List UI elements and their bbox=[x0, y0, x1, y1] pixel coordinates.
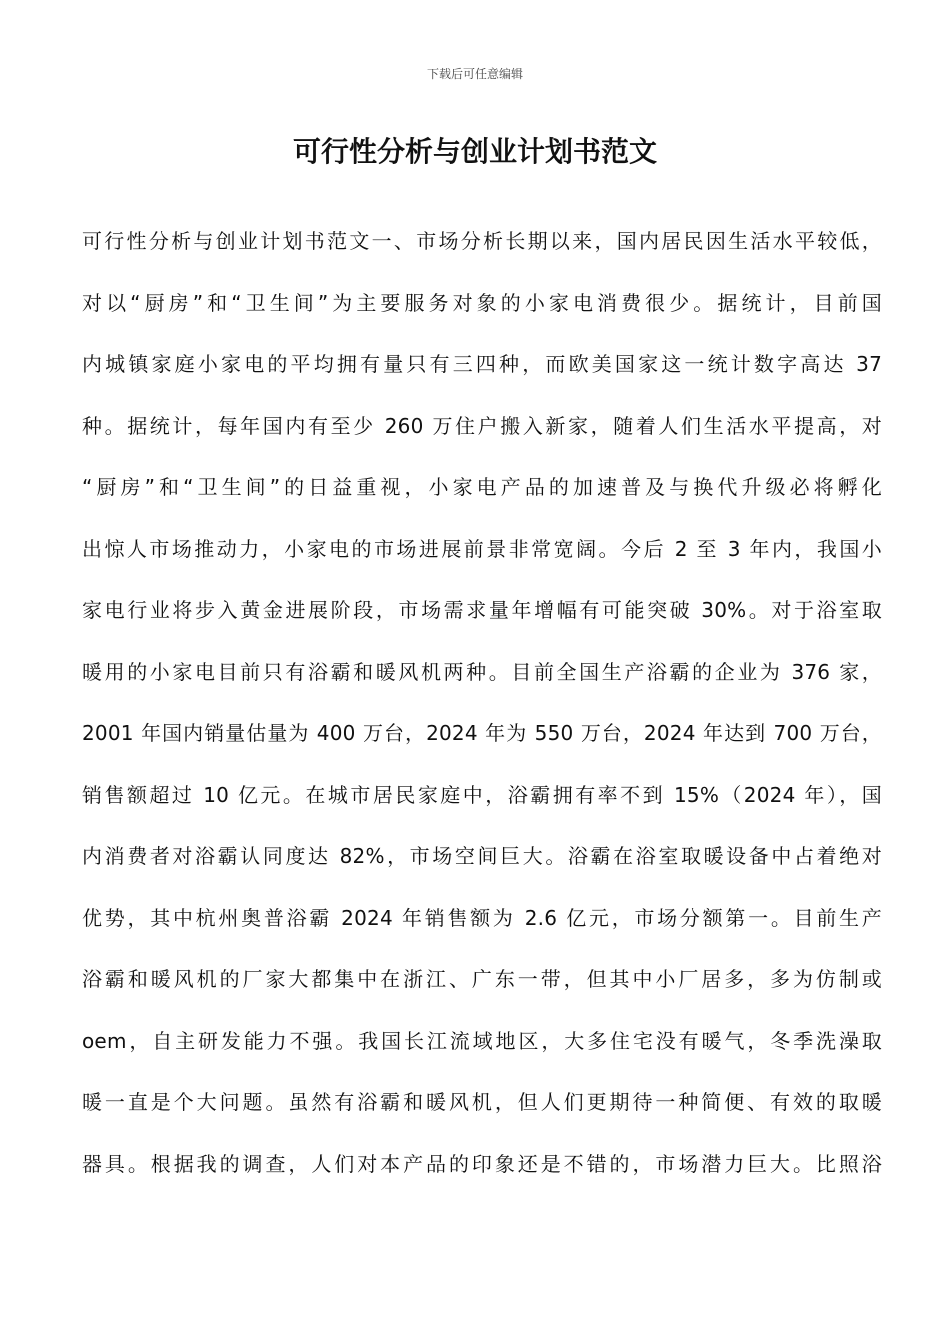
text-line: 优势，其中杭州奥普浴霸 2024 年销售额为 2.6 亿元，市场分额第一。目前生产 bbox=[82, 905, 882, 930]
text-line: 出惊人市场推动力，小家电的市场进展前景非常宽阔。今后 2 至 3 年内，我国小 bbox=[82, 536, 882, 561]
body-text bbox=[82, 218, 882, 1202]
text-line: 可行性分析与创业计划书范文一、市场分析长期以来，国内居民因生活水平较低， bbox=[82, 229, 882, 253]
text-line: oem，自主研发能力不强。我国长江流域地区，大多住宅没有暖气，冬季洗澡取 bbox=[82, 1028, 882, 1053]
text-line: 暖用的小家电目前只有浴霸和暖风机两种。目前全国生产浴霸的企业为 376 家， bbox=[82, 659, 882, 684]
text-line: 对以“厨房”和“卫生间”为主要服务对象的小家电消费很少。据统计，目前国 bbox=[82, 290, 882, 315]
text-line: 内消费者对浴霸认同度达 82%，市场空间巨大。浴霸在浴室取暖设备中占着绝对 bbox=[82, 844, 882, 868]
text-line: 器具。根据我的调查，人们对本产品的印象还是不错的，市场潜力巨大。比照浴 bbox=[82, 1151, 882, 1176]
text-line: 2001 年国内销量估量为 400 万台，2024 年为 550 万台，2024 年达到 700 万台， bbox=[82, 721, 882, 745]
text-line: “厨房”和“卫生间”的日益重视，小家电产品的加速普及与换代升级必将孵化 bbox=[82, 475, 882, 499]
text-line: 暖一直是个大问题。虽然有浴霸和暖风机，但人们更期待一种简便、有效的取暖 bbox=[82, 1090, 882, 1114]
text-line: 内城镇家庭小家电的平均拥有量只有三四种，而欧美国家这一统计数字高达 37 bbox=[82, 352, 882, 376]
text-line: 销售额超过 10 亿元。在城市居民家庭中，浴霸拥有率不到 15%（2024 年），国 bbox=[82, 782, 882, 807]
text-line: 种。据统计，每年国内有至少 260 万住户搬入新家，随着人们生活水平提高，对 bbox=[82, 413, 882, 438]
text-line: 浴霸和暖风机的厂家大都集中在浙江、广东一带，但其中小厂居多，多为仿制或 bbox=[82, 967, 882, 991]
header-note: 下载后可任意编辑 bbox=[426, 67, 523, 81]
text-line: 家电行业将步入黄金进展阶段，市场需求量年增幅有可能突破 30%。对于浴室取 bbox=[82, 598, 882, 622]
document-title: 可行性分析与创业计划书范文 bbox=[292, 135, 657, 168]
